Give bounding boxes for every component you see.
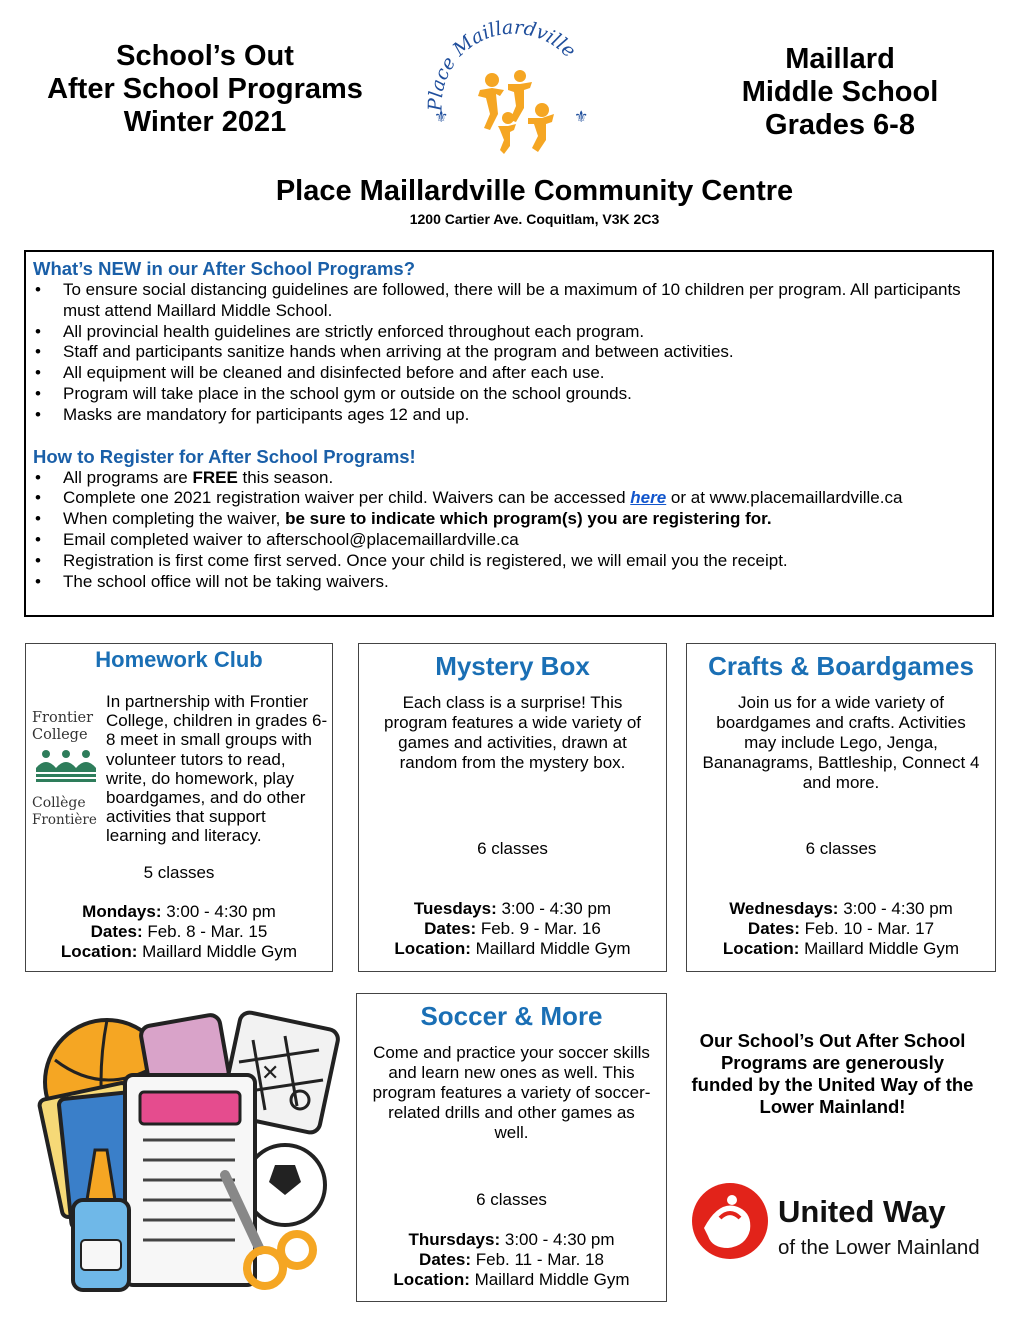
logo-text: Place Maillardville — [424, 18, 581, 112]
card-title: Homework Club — [95, 647, 263, 672]
list-item: • Complete one 2021 registration waiver per child. Waivers can be accessed here or at www.placemaillardville.ca — [33, 488, 984, 509]
card-description: Each class is a surprise! This program features a wide variety of games and activities, drawn at random from the mystery box. — [383, 693, 641, 772]
svg-text:Frontier: Frontier — [32, 710, 94, 726]
title-line: Grades 6-8 — [765, 109, 915, 141]
list-item: • Program will take place in the school gym or outside on the school grounds. — [33, 384, 984, 405]
soccer-more-card — [356, 993, 667, 1302]
waiver-link[interactable]: here — [630, 488, 667, 508]
crafts-boardgames-card — [686, 643, 996, 972]
card-title: Crafts & Boardgames — [708, 651, 974, 681]
list-item: • All equipment will be cleaned and disinfected before and after each use. — [33, 363, 984, 384]
school-title-block — [690, 43, 990, 142]
frontier-college-logo — [32, 710, 100, 830]
title-line: Middle School — [741, 76, 939, 108]
title-line: After School Programs — [47, 73, 363, 105]
centre-title: Place Maillardville Community Centre — [275, 175, 794, 207]
people-icon — [36, 750, 96, 782]
centre-address: 1200 Cartier Ave. Coquitlam, V3K 2C3 — [409, 211, 660, 227]
card-description: In partnership with Frontier College, children in grades 6-8 meet in small groups with volunteer tutors to read, write, do homework, play boardgames, and do other activities that support learning and literacy. — [106, 692, 328, 846]
homework-club-card — [25, 643, 333, 972]
list-item: • The school office will not be taking waivers. — [33, 572, 984, 593]
list-item: • All provincial health guidelines are strictly enforced throughout each program. — [33, 322, 984, 343]
fleur-de-lis-icon: ⚜ — [574, 109, 589, 126]
list-item: • To ensure social distancing guidelines are followed, there will be a maximum of 10 children per program. All participants must attend Maillard Middle School. — [33, 280, 984, 322]
program-title-block — [20, 40, 390, 139]
class-count: 6 classes — [477, 839, 548, 858]
schedule: Mondays: 3:00 - 4:30 pm Dates: Feb. 8 - Mar. 15 Location: Maillard Middle Gym — [60, 902, 298, 961]
svg-text:Collège: Collège — [32, 795, 86, 811]
schedule: Wednesdays: 3:00 - 4:30 pm Dates: Feb. 10 - Mar. 17 Location: Maillard Middle Gym — [722, 899, 960, 958]
title-line: Winter 2021 — [123, 106, 287, 138]
list-item: • When completing the waiver, be sure to indicate which program(s) you are registering for. — [33, 509, 984, 530]
card-description: Come and practice your soccer skills and learn new ones as well. This program features a variety of soccer-related drills and other games as well. — [372, 1043, 651, 1142]
whats-new-heading: What’s NEW in our After School Programs? — [33, 258, 416, 279]
card-title: Mystery Box — [435, 651, 590, 681]
class-count: 5 classes — [143, 863, 215, 882]
class-count: 6 classes — [476, 1190, 547, 1209]
schedule: Tuesdays: 3:00 - 4:30 pm Dates: Feb. 9 - Mar. 16 Location: Maillard Middle Gym — [394, 899, 631, 958]
svg-text:of the Lower Mainland: of the Lower Mainland — [778, 1236, 980, 1259]
info-box — [24, 250, 994, 617]
svg-text:Frontière: Frontière — [32, 812, 97, 828]
schedule: Thursdays: 3:00 - 4:30 pm Dates: Feb. 11 - Mar. 18 Location: Maillard Middle Gym — [393, 1230, 630, 1289]
list-item: • Registration is first come first served. Once your child is registered, we will email you the receipt. — [33, 551, 984, 572]
funding-note: Our School’s Out After School Programs are generously funded by the United Way of the Lower Mainland! — [691, 1030, 974, 1117]
svg-text:College: College — [32, 727, 88, 743]
register-heading: How to Register for After School Programs! — [33, 445, 416, 467]
title-line: School’s Out — [116, 40, 294, 72]
school-supplies-clipart — [35, 1000, 345, 1300]
whats-new-list — [33, 280, 984, 426]
list-item: • Masks are mandatory for participants ages 12 and up. — [33, 405, 984, 426]
card-description: Join us for a wide variety of boardgames and crafts. Activities may include Lego, Jenga, Bananagrams, Battleship, Connect 4 and more. — [702, 693, 980, 792]
fleur-de-lis-icon: ⚜ — [434, 109, 449, 126]
list-item: • Email completed waiver to afterschool@placemaillardville.ca — [33, 530, 984, 551]
mystery-box-card — [358, 643, 667, 972]
dancing-figures-icon — [478, 70, 554, 154]
place-maillardville-logo — [420, 18, 600, 158]
class-count: 6 classes — [805, 839, 877, 858]
svg-text:United Way: United Way — [778, 1194, 946, 1229]
card-title: Soccer & More — [420, 1001, 603, 1031]
list-item: • All programs are FREE this season. — [33, 468, 984, 489]
title-line: Maillard — [785, 43, 895, 75]
united-way-logo — [690, 1178, 985, 1268]
svg-text:✕: ✕ — [261, 1060, 280, 1085]
register-list — [33, 468, 984, 593]
list-item: • Staff and participants sanitize hands when arriving at the program and between activities. — [33, 342, 984, 363]
